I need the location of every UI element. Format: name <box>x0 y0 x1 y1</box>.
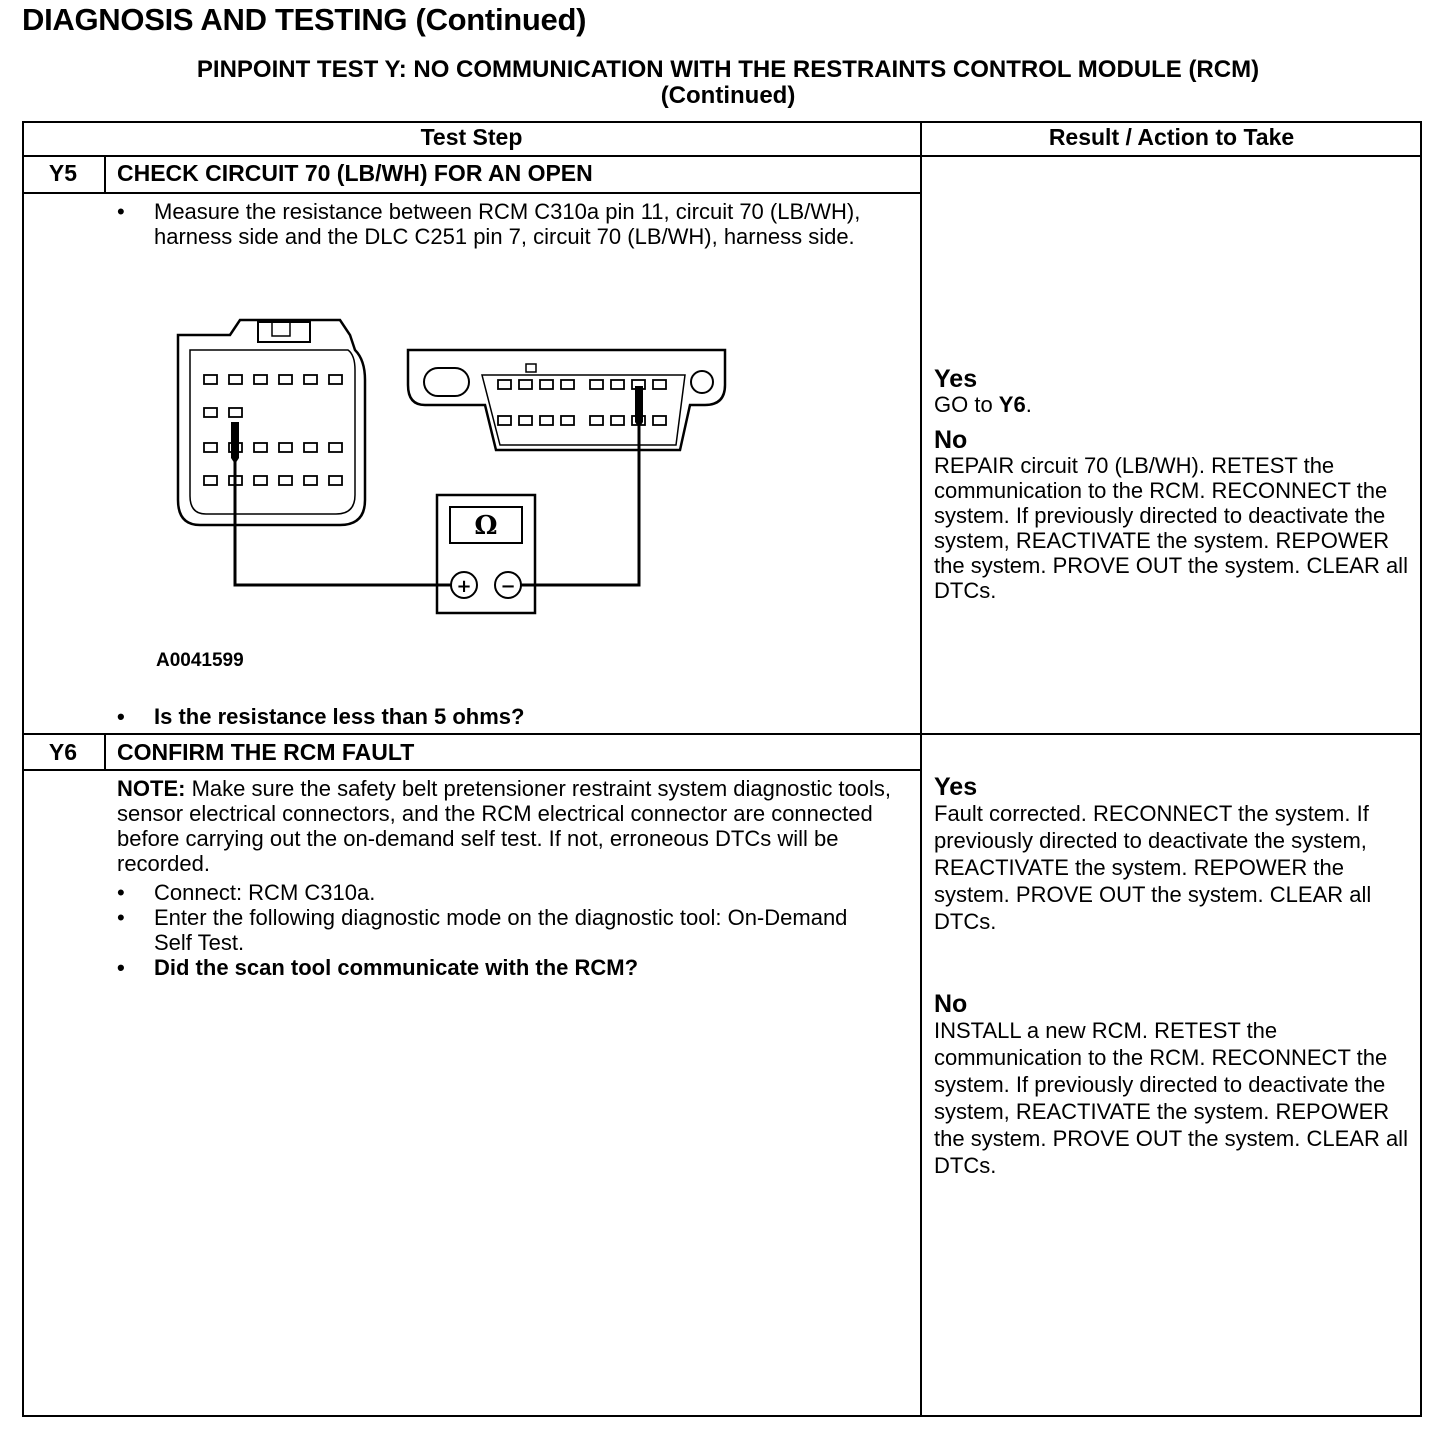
page-title: DIAGNOSIS AND TESTING (Continued) <box>22 2 587 37</box>
pinpoint-test-title-line2: (Continued) <box>660 82 796 109</box>
dlc-pin-cavity <box>561 416 574 425</box>
y5-yes-suffix: . <box>1025 392 1032 417</box>
plus-symbol: + <box>456 576 472 597</box>
y5-title-divider <box>22 192 921 194</box>
dlc-pin-cavity <box>590 416 603 425</box>
dlc-pin-cavity <box>519 380 532 389</box>
y5-question: • Is the resistance less than 5 ohms? <box>117 704 877 729</box>
rcm-pin-cavity <box>329 375 342 384</box>
dlc-pin-cavity <box>540 416 553 425</box>
dlc-connector-inner <box>482 375 685 445</box>
y5-question-list <box>117 704 877 729</box>
y6-note <box>117 776 897 876</box>
y5-no-label: No <box>934 426 968 454</box>
y6-instructions <box>117 880 877 980</box>
rcm-pin-cavity <box>304 375 317 384</box>
pinpoint-test-title <box>0 57 1456 109</box>
rcm-pin-cavity <box>204 443 217 452</box>
header-result-action: Result / Action to Take <box>1048 124 1295 150</box>
dlc-pin-cavity <box>653 416 666 425</box>
dlc-pin-cavity <box>498 416 511 425</box>
y6-title-divider <box>22 769 921 771</box>
y6-id-divider <box>104 734 106 770</box>
y6-step-title: CONFIRM THE RCM FAULT <box>117 739 415 765</box>
dlc-pin-cavity <box>653 380 666 389</box>
resistance-measurement-diagram <box>160 300 740 630</box>
rcm-pin-cavity <box>279 443 292 452</box>
y6-yes-text: Fault corrected. RECONNECT the system. If previously directed to deactivate the system, REACTIVATE the system. REPOWER the system. PROVE OUT the system. CLEAR all DTCs. <box>934 801 1372 934</box>
rcm-pin-cavity <box>204 375 217 384</box>
rcm-pin-cavity <box>254 443 267 452</box>
dlc-pin-cavity <box>519 416 532 425</box>
header-test-step: Test Step <box>420 124 523 150</box>
y6-question: • Did the scan tool communicate with the RCM? <box>117 955 877 980</box>
dlc-pin-cavity <box>590 380 603 389</box>
y6-step-enter-mode: • Enter the following diagnostic mode on the diagnostic tool: On-Demand Self Test. <box>117 905 877 955</box>
pinpoint-test-title-line1: PINPOINT TEST Y: NO COMMUNICATION WITH THE RESTRAINTS CONTROL MODULE (RCM) <box>196 56 1260 83</box>
dlc-pin-cavity <box>540 380 553 389</box>
rcm-pin-cavity <box>254 375 267 384</box>
y6-note-text: Make sure the safety belt pretensioner restraint system diagnostic tools, sensor electrical connectors, and the RCM electrical connector are connected before carrying out the on-demand self test. If not, erroneous DTCs will be recorded. <box>117 776 892 876</box>
dlc-pin-cavity <box>611 380 624 389</box>
y5-step-measure: • Measure the resistance between RCM C310a pin 11, circuit 70 (LB/WH), harness side and the DLC C251 pin 7, circuit 70 (LB/WH), harness side. <box>117 199 877 249</box>
rcm-pin-cavity <box>204 408 217 417</box>
rcm-pin-cavity <box>279 375 292 384</box>
rcm-pin-cavity <box>329 443 342 452</box>
rcm-pin-cavity <box>279 476 292 485</box>
rcm-connector-latch-tab <box>272 322 290 336</box>
test-lead-positive <box>235 430 451 585</box>
y5-yes-prefix: GO to <box>934 392 999 417</box>
dlc-pin-cavity <box>498 380 511 389</box>
dlc-mount-hole <box>691 371 713 393</box>
y5-yes-target: Y6 <box>998 392 1026 417</box>
y6-no-label: No <box>934 990 968 1018</box>
y6-no-result <box>934 991 1419 1179</box>
y6-yes-label: Yes <box>934 773 978 801</box>
y5-yes-label: Yes <box>934 365 978 393</box>
dlc-pin-cavity <box>561 380 574 389</box>
y5-instructions <box>117 199 877 249</box>
rcm-pin-cavity <box>204 476 217 485</box>
dlc-key <box>526 364 536 372</box>
y6-step-id: Y6 <box>48 739 78 765</box>
dlc-pin-cavity <box>611 416 624 425</box>
probe-dlc-pin-7 <box>635 386 643 428</box>
y6-step-connect: • Connect: RCM C310a. <box>117 880 877 905</box>
y6-no-text: INSTALL a new RCM. RETEST the communication to the RCM. RECONNECT the system. If previously directed to deactivate the system, REACTIVATE the system. REPOWER the system. PROVE OUT the system. CLEAR all DTCs. <box>934 1018 1408 1178</box>
figure-code: A0041599 <box>156 650 244 671</box>
rcm-pin-cavity <box>254 476 267 485</box>
rcm-pin-cavity <box>229 375 242 384</box>
minus-symbol: − <box>500 576 516 597</box>
dlc-mount-slot <box>424 368 469 396</box>
y6-note-label: NOTE: <box>117 776 186 801</box>
rcm-pin-cavity <box>329 476 342 485</box>
rcm-connector-latch <box>258 322 310 342</box>
y5-no-text: REPAIR circuit 70 (LB/WH). RETEST the communication to the RCM. RECONNECT the system. If previously directed to deactivate the system, REACTIVATE the system. REPOWER the system. PROVE OUT the system. CLEAR all DTCs. <box>934 453 1408 603</box>
test-lead-negative <box>521 390 639 585</box>
y5-step-id: Y5 <box>48 160 78 186</box>
y5-step-title: CHECK CIRCUIT 70 (LB/WH) FOR AN OPEN <box>117 160 593 186</box>
rcm-pin-cavity <box>229 408 242 417</box>
y6-divider <box>22 733 1422 735</box>
header-divider <box>22 155 1422 157</box>
y5-id-divider <box>104 156 106 193</box>
rcm-pin-cavity <box>304 443 317 452</box>
y5-result <box>934 366 1419 603</box>
ohm-symbol: Ω <box>474 511 498 541</box>
y6-yes-result <box>934 774 1419 935</box>
rcm-pin-cavity <box>304 476 317 485</box>
y5-yes-text <box>934 392 1419 417</box>
